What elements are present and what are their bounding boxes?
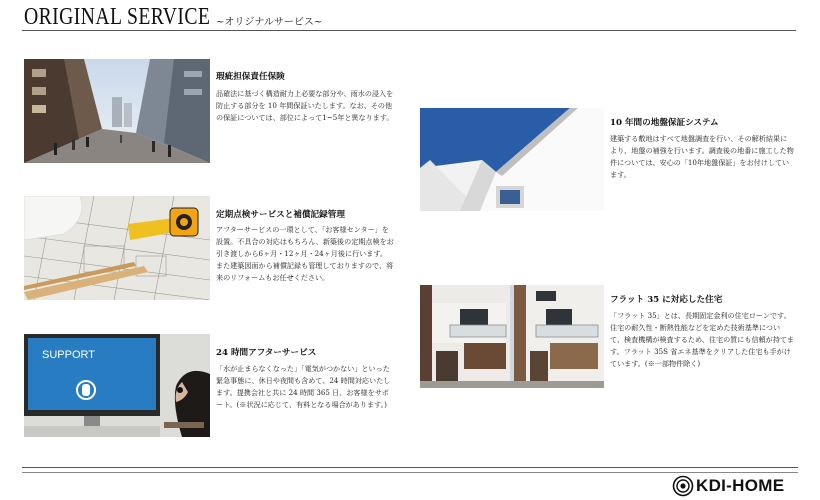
blueprint-photo	[24, 196, 210, 300]
company-logo	[672, 475, 800, 497]
item-body-warranty-insurance: 品確法に基づく構造耐力上必要な部分や、雨水の浸入を防止する部分を 10 年間保証いたします。なお、その他の保証については、部位によって1~5年と異なります。	[216, 89, 394, 122]
footer-divider	[22, 467, 798, 468]
header-divider	[22, 30, 796, 31]
footer-divider-thin	[22, 472, 798, 473]
support-operator-photo	[24, 334, 210, 437]
item-title-ground-warranty: 10 年間の地盤保証システム	[610, 118, 719, 128]
logo-mark-icon	[672, 475, 694, 497]
item-title-flat35: フラット 35 に対応した住宅	[610, 295, 723, 305]
logo-text: KDI-HOME	[696, 476, 785, 495]
page-subtitle: ~オリジナルサービス~	[216, 17, 323, 28]
support-screen-text: SUPPORT	[42, 349, 95, 361]
item-body-inspection-service: アフターサービスの一環として、「お客様センター」を設置。不具合の対応はもちろん、新築後の定期点検をお引き渡しから6ヶ月・12ヶ月・24ヶ月後に行います。また建築図面から補償記録も管理しておりますので、将来のリフォームもお任せください。	[216, 225, 394, 282]
item-title-inspection-service: 定期点検サービスと補償記録管理	[216, 210, 345, 220]
item-body-ground-warranty: 建築する敷地はすべて地盤調査を行い、その解析結果により、地盤の補強を行います。調査後の地番に施工した物件については、安心の「10年地盤保証」をお付けしています。	[610, 134, 794, 179]
item-title-warranty-insurance: 瑕疵担保責任保険	[216, 72, 285, 82]
page-title: ORIGINAL SERVICE	[24, 4, 211, 30]
item-title-24h-service: 24 時間アフターサービス	[216, 348, 317, 358]
city-street-photo	[24, 59, 210, 163]
item-body-flat35: 「フラット 35」とは、長期固定金利の住宅ローンです。住宅の耐久性・断熱性能などを定めた技術基準について、検査機構が検査するため、住宅の質にも信頼が持てます。フラット 35S 省エネ基準をクリアした住宅も手がけています。(※一部物件除く)	[610, 311, 795, 368]
item-body-24h-service: 「水が止まらなくなった」「電気がつかない」といった緊急事態に、休日や夜間も含めて、24 時間対応いたします。提携会社と共に 24 時間 365 日、お客様をサポート。(※状況に応じて、有料となる場合があります。)	[216, 364, 391, 409]
townhouses-photo	[420, 285, 604, 388]
house-roof-photo	[420, 108, 604, 211]
